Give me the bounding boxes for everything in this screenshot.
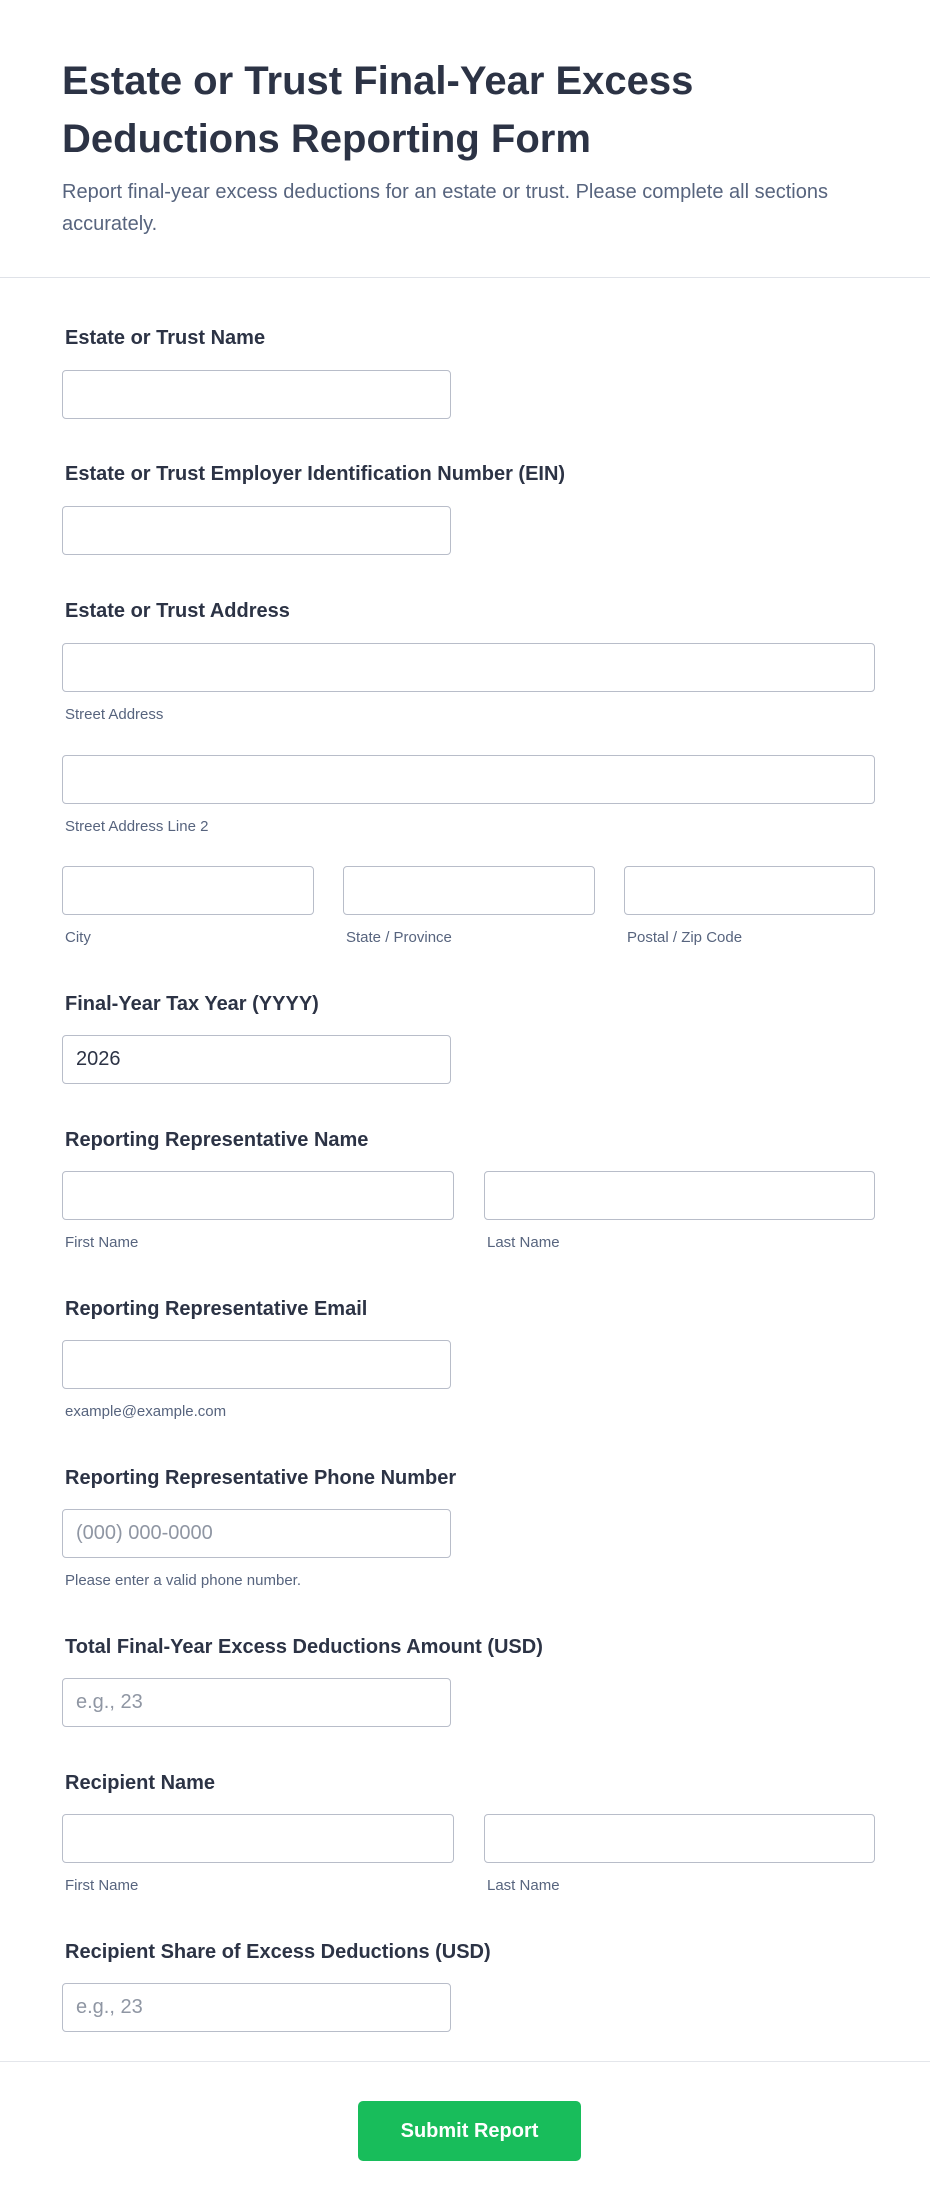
city-input[interactable] <box>62 866 314 915</box>
rep-phone-input[interactable] <box>62 1509 451 1558</box>
rep-name-label: Reporting Representative Name <box>65 1129 369 1151</box>
rep-first-name-input[interactable] <box>62 1171 454 1220</box>
state-input[interactable] <box>343 866 595 915</box>
submit-report-button[interactable]: Submit Report <box>358 2101 581 2161</box>
total-amount-label: Total Final-Year Excess Deductions Amount (USD) <box>65 1636 543 1658</box>
street-address-sublabel: Street Address <box>65 706 164 723</box>
rep-last-name-input[interactable] <box>484 1171 875 1220</box>
rep-email-input[interactable] <box>62 1340 451 1389</box>
rep-email-sublabel: example@example.com <box>65 1403 227 1420</box>
ein-input[interactable] <box>62 506 451 555</box>
rep-first-name-sublabel: First Name <box>65 1234 139 1251</box>
recipient-name-label: Recipient Name <box>65 1772 216 1794</box>
form-header <box>0 0 930 278</box>
form-description: Report final-year excess deductions for an estate or trust. Please complete all sections accurately. <box>62 181 828 235</box>
tax-year-input[interactable] <box>62 1035 451 1084</box>
zip-sublabel: Postal / Zip Code <box>627 929 743 946</box>
total-amount-input[interactable] <box>62 1678 451 1727</box>
address-label: Estate or Trust Address <box>65 600 290 622</box>
recipient-last-name-input[interactable] <box>484 1814 875 1863</box>
rep-phone-label: Reporting Representative Phone Number <box>65 1467 457 1489</box>
rep-last-name-sublabel: Last Name <box>487 1234 560 1251</box>
trust-name-label: Estate or Trust Name <box>65 327 266 349</box>
state-sublabel: State / Province <box>346 929 452 946</box>
recipient-first-name-input[interactable] <box>62 1814 454 1863</box>
recipient-last-name-sublabel: Last Name <box>487 1877 560 1894</box>
recipient-first-name-sublabel: First Name <box>65 1877 139 1894</box>
ein-label: Estate or Trust Employer Identification Number (EIN) <box>65 463 566 485</box>
rep-email-label: Reporting Representative Email <box>65 1298 368 1320</box>
street-address-line2-sublabel: Street Address Line 2 <box>65 818 209 835</box>
form-footer <box>0 2061 930 2208</box>
recipient-share-input[interactable] <box>62 1983 451 2032</box>
form-title: Estate or Trust Final-Year Excess Deductions Reporting Form <box>62 59 694 161</box>
recipient-share-label: Recipient Share of Excess Deductions (USD) <box>65 1941 491 1963</box>
rep-phone-sublabel: Please enter a valid phone number. <box>65 1572 301 1589</box>
city-sublabel: City <box>65 929 91 946</box>
tax-year-label: Final-Year Tax Year (YYYY) <box>65 993 319 1015</box>
trust-name-input[interactable] <box>62 370 451 419</box>
street-address-input[interactable] <box>62 643 875 692</box>
zip-input[interactable] <box>624 866 875 915</box>
street-address-line2-input[interactable] <box>62 755 875 804</box>
